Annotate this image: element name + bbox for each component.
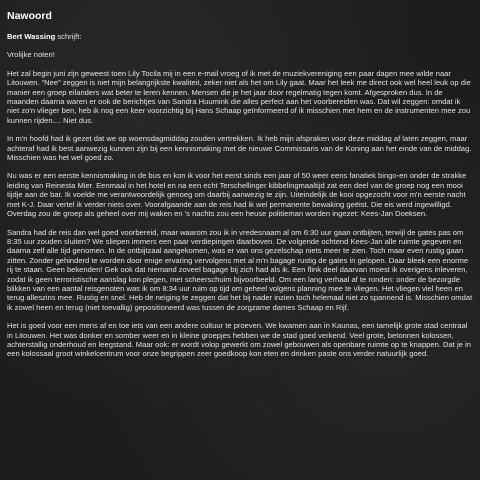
author-name: Bert Wassing [7,32,56,41]
author-suffix: schrijft: [55,32,82,41]
body-paragraph: Het zal begin juni zijn geweest toen Lily Tocila mij in een e-mail vroeg of ik met de muziekvereniging een paar dagen mee wilde naar Litouwen. “Nee” zeggen is niet mijn belangrijkste kwaliteit, zeker niet als het om Lily gaat. Maar het leek me direct ook wel heel leuk op die manier een groep eilanders wat beter te leren kennen. Mensen die je het jaar door regelmatig tegen komt. Afgesproken dus. In de maanden daarna waren er ook de berichtjes van Sandra Huumink die alles perfect aan het voorbereiden was. Dat wil zeggen: omdat ik niet zo'n vlieger ben, heb ik nog een keer voorzichtig bij Hans Schaap geïnformeerd of ik misschien met hem en de instrumenten mee zou kunnen rijden.... Niet dus. [7,68,471,125]
greeting-paragraph: Vrolijke noten! [7,50,55,60]
body-paragraph: Nu was er een eerste kennismaking in de bus en kon ik voor het eerst sinds een jaar of 50 weer eens fanatiek bingo-en onder de strakke leiding van Reinesta Mier. Eenmaal in het hotel en na een echt Terschellinger kibbelingmaaltijd zat een deel van de groep nog een mooi tijdje aan de bar. Ik voelde me verantwoordelijk genoeg om daarbij aanwezig te zijn. Uiteindelijk de kooi opgezocht voor m'n eerste nacht met K-J. Daar vertel ik verder niets over. Voorafgaande aan de reis had ik wel permanente bewaking geëist. Die eis werd ingewilligd. Overdag zou de groep als geheel over mij waken en 's nachts zou een heuse politieman worden ingezet: Kees-Jan Doeksen. [7,171,467,219]
page-title: Nawoord [7,10,52,22]
author-line [7,32,473,41]
body-paragraph: In m'n hoofd had ik gezet dat we op woensdagmiddag zouden vertrekken. Ik heb mijn afspraken voor deze middag af laten zeggen, maar achteraf had ik best aanwezig kunnen zijn bij een kennismaking met de nieuwe Commissaris van de Koning aan het einde van de middag. Misschien was het wel goed zo. [7,134,472,163]
body-paragraph: Sandra had de reis dan wel goed voorbereid, maar waarom zou ik in vredesnaam al om 6:30 uur gaan ontbijten, terwijl de gates pas om 8:35 uur zouden sluiten? We sliepen immers een paar verdiepingen daarboven. De volgende ochtend Kees-Jan alle ruimte gegeven en daarna zelf alle tijd genomen. In de ontbijtzaal aangekomen, was er van ons gezelschap niets meer te zien. Toch maar even rustig gaan zitten. Zonder gehinderd te worden door enige ervaring vervolgens met al m'n bagage rustig de gates in gelopen. Daar bleek een enorme rij te staan. Geen bekenden! Gek ook dat niemand zoveel bagage bij zich had als ik. Een flink deel daarvan moest ik overigens inleveren, zodat ik geen terroristische aanslag kon plegen, met scheerschuim bijvoorbeeld. Om een lang verhaal af te ronden: onder de bezorgde blikken van een aantal reisgenoten was ik om 8:34 uur ruim op tijd om geheel volgens planning mee te vliegen. Het vliegen viel heen en terug alleszins mee. Rustig en snel. Heb de neiging te zeggen dat het bij nader inzien toch helemaal niet zo spannend is. Misschien omdat ik zowel heen en terug (niet toevallig) gepositioneerd was tussen de zorgzame dames Schaap en Rijf. [7,227,473,312]
body-paragraph: Het is goed voor een mens af en toe iets van een andere cultuur te proeven. We kwamen aan in Kaunas, een tamelijk grote stad centraal in Litouwen. Het was donker en somber weer en in kleine groepjes hebben we de stad goed verkend. Veel grote, betonnen kolossen, achterstallig onderhoud en leegstand. Maar ook: er wordt volop gewerkt om zowel gebouwen als openbare ruimte op te knappen. Dat je in een kolossaal groot winkelcentrum voor onze begrippen zeer goedkoop kon eten en drinken paste ons verder natuurlijk goed. [7,321,471,359]
